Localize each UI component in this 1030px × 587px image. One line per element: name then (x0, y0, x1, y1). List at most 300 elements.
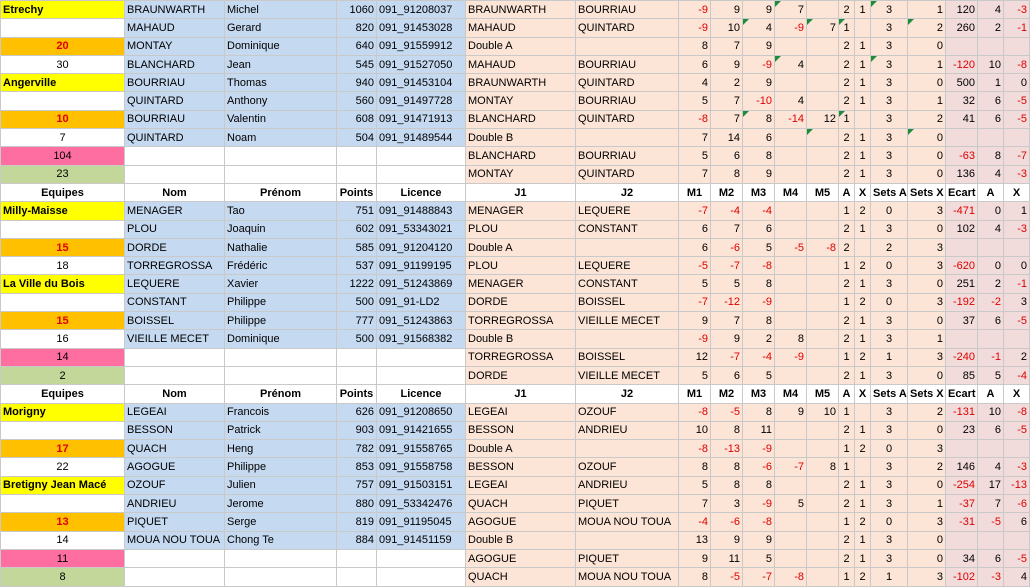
score-a-cell[interactable]: 1 (839, 202, 855, 220)
header-cell[interactable]: Ecart (946, 183, 978, 201)
team-cell[interactable]: Bretigny Jean Macé (1, 476, 125, 494)
j1-cell[interactable]: BESSON (466, 421, 576, 439)
ecart-a-cell[interactable]: 4 (978, 458, 1004, 476)
team-cell[interactable] (1, 92, 125, 110)
player-firstname-cell[interactable]: Jerome (225, 495, 337, 513)
sets-a-cell[interactable]: 3 (871, 147, 908, 165)
set-score-cell[interactable]: 5 (679, 476, 711, 494)
j1-cell[interactable]: Double A (466, 440, 576, 458)
ecart-cell[interactable]: -620 (946, 257, 978, 275)
ecart-x-cell[interactable]: -3 (1004, 165, 1030, 183)
set-score-cell[interactable] (775, 257, 807, 275)
set-score-cell[interactable] (807, 476, 839, 494)
score-x-cell[interactable] (855, 458, 871, 476)
ecart-x-cell[interactable] (1004, 531, 1030, 549)
set-score-cell[interactable]: 9 (711, 55, 743, 73)
sets-a-cell[interactable]: 1 (871, 568, 908, 586)
player-name-cell[interactable] (125, 147, 225, 165)
j2-cell[interactable]: BOURRIAU (576, 1, 679, 19)
ecart-cell[interactable]: -240 (946, 348, 978, 366)
set-score-cell[interactable]: 5 (743, 549, 775, 567)
header-cell[interactable]: Sets X (908, 385, 946, 403)
player-points-cell[interactable]: 903 (337, 421, 377, 439)
set-score-cell[interactable] (807, 165, 839, 183)
j1-cell[interactable]: TORREGROSSA (466, 312, 576, 330)
player-points-cell[interactable]: 500 (337, 330, 377, 348)
sets-a-cell[interactable]: 3 (871, 421, 908, 439)
set-score-cell[interactable]: 8 (679, 37, 711, 55)
sets-x-cell[interactable]: 1 (908, 55, 946, 73)
team-cell[interactable]: 14 (1, 531, 125, 549)
sets-a-cell[interactable]: 3 (871, 330, 908, 348)
set-score-cell[interactable] (807, 312, 839, 330)
set-score-cell[interactable] (775, 476, 807, 494)
player-points-cell[interactable]: 820 (337, 19, 377, 37)
sets-a-cell[interactable]: 3 (871, 55, 908, 73)
ecart-x-cell[interactable]: -5 (1004, 110, 1030, 128)
score-x-cell[interactable]: 1 (855, 165, 871, 183)
score-x-cell[interactable]: 1 (855, 1, 871, 19)
score-a-cell[interactable]: 2 (839, 129, 855, 147)
j1-cell[interactable]: MONTAY (466, 92, 576, 110)
ecart-cell[interactable]: 102 (946, 220, 978, 238)
score-x-cell[interactable]: 2 (855, 513, 871, 531)
sets-x-cell[interactable]: 1 (908, 330, 946, 348)
header-cell[interactable]: M2 (711, 183, 743, 201)
ecart-x-cell[interactable]: 0 (1004, 74, 1030, 92)
set-score-cell[interactable]: 9 (679, 549, 711, 567)
j2-cell[interactable]: LEQUERE (576, 202, 679, 220)
ecart-cell[interactable]: 34 (946, 549, 978, 567)
set-score-cell[interactable]: 4 (679, 74, 711, 92)
set-score-cell[interactable]: -10 (743, 92, 775, 110)
sets-x-cell[interactable]: 0 (908, 531, 946, 549)
team-cell[interactable]: La Ville du Bois (1, 275, 125, 293)
j1-cell[interactable]: Double B (466, 129, 576, 147)
set-score-cell[interactable]: 8 (679, 458, 711, 476)
ecart-cell[interactable]: -102 (946, 568, 978, 586)
score-a-cell[interactable]: 2 (839, 495, 855, 513)
score-a-cell[interactable]: 2 (839, 92, 855, 110)
ecart-x-cell[interactable] (1004, 330, 1030, 348)
sets-x-cell[interactable]: 3 (908, 348, 946, 366)
header-cell[interactable]: X (1004, 183, 1030, 201)
player-name-cell[interactable] (125, 366, 225, 384)
team-cell[interactable]: 23 (1, 165, 125, 183)
player-licence-cell[interactable]: 091_91488843 (377, 202, 466, 220)
score-a-cell[interactable]: 2 (839, 275, 855, 293)
sets-x-cell[interactable]: 0 (908, 312, 946, 330)
ecart-x-cell[interactable] (1004, 129, 1030, 147)
score-x-cell[interactable]: 1 (855, 55, 871, 73)
ecart-x-cell[interactable]: -3 (1004, 1, 1030, 19)
set-score-cell[interactable]: 13 (679, 531, 711, 549)
header-cell[interactable]: M3 (743, 385, 775, 403)
sets-x-cell[interactable]: 2 (908, 403, 946, 421)
player-licence-cell[interactable]: 091_91199195 (377, 257, 466, 275)
header-cell[interactable]: M1 (679, 183, 711, 201)
set-score-cell[interactable] (807, 1, 839, 19)
j1-cell[interactable]: QUACH (466, 495, 576, 513)
j2-cell[interactable] (576, 330, 679, 348)
sets-a-cell[interactable]: 3 (871, 129, 908, 147)
player-name-cell[interactable] (125, 549, 225, 567)
set-score-cell[interactable]: 6 (743, 129, 775, 147)
j1-cell[interactable]: AGOGUE (466, 549, 576, 567)
player-name-cell[interactable]: LEQUERE (125, 275, 225, 293)
sets-x-cell[interactable]: 2 (908, 458, 946, 476)
set-score-cell[interactable]: -5 (679, 257, 711, 275)
team-cell[interactable]: 104 (1, 147, 125, 165)
sets-a-cell[interactable]: 3 (871, 1, 908, 19)
sets-x-cell[interactable]: 0 (908, 129, 946, 147)
team-cell[interactable] (1, 19, 125, 37)
header-cell[interactable]: X (855, 183, 871, 201)
score-x-cell[interactable]: 1 (855, 92, 871, 110)
player-firstname-cell[interactable]: Nathalie (225, 238, 337, 256)
header-cell[interactable]: J2 (576, 385, 679, 403)
set-score-cell[interactable] (807, 366, 839, 384)
ecart-a-cell[interactable]: -5 (978, 513, 1004, 531)
ecart-a-cell[interactable]: 7 (978, 495, 1004, 513)
j1-cell[interactable]: PLOU (466, 257, 576, 275)
player-points-cell[interactable] (337, 366, 377, 384)
ecart-cell[interactable] (946, 238, 978, 256)
sets-x-cell[interactable]: 1 (908, 92, 946, 110)
j1-cell[interactable]: MAHAUD (466, 55, 576, 73)
j1-cell[interactable]: TORREGROSSA (466, 348, 576, 366)
j2-cell[interactable] (576, 440, 679, 458)
score-x-cell[interactable]: 1 (855, 147, 871, 165)
ecart-cell[interactable] (946, 129, 978, 147)
sets-x-cell[interactable]: 3 (908, 257, 946, 275)
player-firstname-cell[interactable]: Chong Te (225, 531, 337, 549)
player-licence-cell[interactable]: 091_91195045 (377, 513, 466, 531)
j1-cell[interactable]: BLANCHARD (466, 110, 576, 128)
set-score-cell[interactable] (807, 440, 839, 458)
player-firstname-cell[interactable]: Frédéric (225, 257, 337, 275)
ecart-cell[interactable] (946, 531, 978, 549)
set-score-cell[interactable] (775, 74, 807, 92)
set-score-cell[interactable] (775, 513, 807, 531)
ecart-cell[interactable]: 146 (946, 458, 978, 476)
set-score-cell[interactable]: -7 (679, 202, 711, 220)
player-firstname-cell[interactable] (225, 147, 337, 165)
j2-cell[interactable]: CONSTANT (576, 220, 679, 238)
player-points-cell[interactable]: 545 (337, 55, 377, 73)
ecart-a-cell[interactable]: 0 (978, 202, 1004, 220)
ecart-cell[interactable]: -192 (946, 293, 978, 311)
set-score-cell[interactable] (807, 92, 839, 110)
player-licence-cell[interactable]: 091_91568382 (377, 330, 466, 348)
score-a-cell[interactable]: 2 (839, 55, 855, 73)
set-score-cell[interactable]: -8 (743, 257, 775, 275)
sets-x-cell[interactable]: 2 (908, 110, 946, 128)
ecart-a-cell[interactable]: 6 (978, 312, 1004, 330)
header-cell[interactable]: Prénom (225, 183, 337, 201)
set-score-cell[interactable]: 9 (743, 531, 775, 549)
player-licence-cell[interactable]: 091_91421655 (377, 421, 466, 439)
set-score-cell[interactable] (775, 293, 807, 311)
player-licence-cell[interactable]: 091_53342476 (377, 495, 466, 513)
player-points-cell[interactable]: 500 (337, 293, 377, 311)
score-x-cell[interactable] (855, 403, 871, 421)
ecart-a-cell[interactable] (978, 238, 1004, 256)
ecart-a-cell[interactable]: 17 (978, 476, 1004, 494)
team-cell[interactable]: 20 (1, 37, 125, 55)
sets-x-cell[interactable]: 1 (908, 495, 946, 513)
set-score-cell[interactable]: 12 (807, 110, 839, 128)
score-a-cell[interactable]: 1 (839, 568, 855, 586)
set-score-cell[interactable]: -4 (743, 348, 775, 366)
player-name-cell[interactable]: BESSON (125, 421, 225, 439)
set-score-cell[interactable]: 4 (775, 55, 807, 73)
team-cell[interactable]: 10 (1, 110, 125, 128)
score-a-cell[interactable]: 2 (839, 74, 855, 92)
set-score-cell[interactable]: -8 (807, 238, 839, 256)
set-score-cell[interactable]: -9 (679, 19, 711, 37)
player-name-cell[interactable]: MOUA NOU TOUA (125, 531, 225, 549)
score-a-cell[interactable]: 2 (839, 1, 855, 19)
ecart-a-cell[interactable]: 1 (978, 74, 1004, 92)
score-a-cell[interactable]: 2 (839, 312, 855, 330)
ecart-x-cell[interactable] (1004, 37, 1030, 55)
sets-x-cell[interactable]: 0 (908, 165, 946, 183)
set-score-cell[interactable] (775, 202, 807, 220)
player-points-cell[interactable] (337, 549, 377, 567)
set-score-cell[interactable] (807, 513, 839, 531)
set-score-cell[interactable]: 10 (807, 403, 839, 421)
player-firstname-cell[interactable]: Philippe (225, 293, 337, 311)
sets-a-cell[interactable]: 3 (871, 74, 908, 92)
sets-a-cell[interactable]: 3 (871, 312, 908, 330)
team-cell[interactable]: 11 (1, 549, 125, 567)
set-score-cell[interactable]: 6 (711, 366, 743, 384)
ecart-x-cell[interactable]: -8 (1004, 403, 1030, 421)
sets-x-cell[interactable]: 0 (908, 147, 946, 165)
j2-cell[interactable]: MOUA NOU TOUA (576, 513, 679, 531)
player-name-cell[interactable]: BLANCHARD (125, 55, 225, 73)
set-score-cell[interactable]: -8 (679, 440, 711, 458)
set-score-cell[interactable]: -4 (711, 202, 743, 220)
j1-cell[interactable]: QUACH (466, 568, 576, 586)
j2-cell[interactable] (576, 37, 679, 55)
score-x-cell[interactable]: 1 (855, 312, 871, 330)
score-x-cell[interactable]: 1 (855, 476, 871, 494)
set-score-cell[interactable]: -9 (743, 55, 775, 73)
set-score-cell[interactable] (807, 293, 839, 311)
player-firstname-cell[interactable]: Julien (225, 476, 337, 494)
player-licence-cell[interactable] (377, 366, 466, 384)
team-cell[interactable]: 18 (1, 257, 125, 275)
set-score-cell[interactable]: 9 (743, 1, 775, 19)
ecart-cell[interactable]: 251 (946, 275, 978, 293)
ecart-a-cell[interactable]: 10 (978, 55, 1004, 73)
set-score-cell[interactable]: -9 (679, 1, 711, 19)
set-score-cell[interactable]: 8 (711, 421, 743, 439)
player-name-cell[interactable] (125, 568, 225, 586)
j2-cell[interactable]: QUINTARD (576, 110, 679, 128)
j1-cell[interactable]: BRAUNWARTH (466, 1, 576, 19)
ecart-cell[interactable] (946, 37, 978, 55)
player-firstname-cell[interactable]: Jean (225, 55, 337, 73)
set-score-cell[interactable]: -9 (743, 440, 775, 458)
player-name-cell[interactable]: BOURRIAU (125, 110, 225, 128)
set-score-cell[interactable]: 8 (711, 165, 743, 183)
player-firstname-cell[interactable] (225, 348, 337, 366)
set-score-cell[interactable]: 8 (743, 147, 775, 165)
team-cell[interactable]: Milly-Maisse (1, 202, 125, 220)
j2-cell[interactable]: QUINTARD (576, 165, 679, 183)
player-licence-cell[interactable]: 091_91451159 (377, 531, 466, 549)
team-cell[interactable]: 7 (1, 129, 125, 147)
set-score-cell[interactable]: 2 (711, 74, 743, 92)
player-points-cell[interactable]: 626 (337, 403, 377, 421)
sets-a-cell[interactable]: 3 (871, 403, 908, 421)
player-firstname-cell[interactable]: Michel (225, 1, 337, 19)
header-cell[interactable]: M4 (775, 385, 807, 403)
j1-cell[interactable]: MENAGER (466, 202, 576, 220)
sets-a-cell[interactable]: 3 (871, 37, 908, 55)
player-licence-cell[interactable]: 091_91471913 (377, 110, 466, 128)
set-score-cell[interactable]: 5 (679, 366, 711, 384)
score-a-cell[interactable]: 2 (839, 37, 855, 55)
sets-a-cell[interactable]: 3 (871, 275, 908, 293)
set-score-cell[interactable] (807, 147, 839, 165)
j1-cell[interactable]: MENAGER (466, 275, 576, 293)
j2-cell[interactable]: QUINTARD (576, 74, 679, 92)
header-cell[interactable]: Equipes (1, 385, 125, 403)
set-score-cell[interactable]: -8 (679, 403, 711, 421)
player-name-cell[interactable] (125, 348, 225, 366)
score-x-cell[interactable]: 2 (855, 293, 871, 311)
score-x-cell[interactable]: 1 (855, 330, 871, 348)
set-score-cell[interactable]: 7 (679, 495, 711, 513)
j2-cell[interactable]: ANDRIEU (576, 476, 679, 494)
team-cell[interactable]: 17 (1, 440, 125, 458)
player-name-cell[interactable]: LEGEAI (125, 403, 225, 421)
player-points-cell[interactable]: 560 (337, 92, 377, 110)
player-firstname-cell[interactable]: Joaquin (225, 220, 337, 238)
player-name-cell[interactable]: DORDE (125, 238, 225, 256)
ecart-a-cell[interactable]: 0 (978, 257, 1004, 275)
score-a-cell[interactable]: 2 (839, 476, 855, 494)
player-points-cell[interactable] (337, 568, 377, 586)
score-x-cell[interactable]: 2 (855, 202, 871, 220)
j2-cell[interactable]: BOURRIAU (576, 92, 679, 110)
sets-x-cell[interactable]: 1 (908, 1, 946, 19)
player-points-cell[interactable]: 940 (337, 74, 377, 92)
ecart-cell[interactable] (946, 330, 978, 348)
sets-x-cell[interactable]: 3 (908, 513, 946, 531)
set-score-cell[interactable]: -7 (775, 458, 807, 476)
team-cell[interactable] (1, 495, 125, 513)
ecart-x-cell[interactable]: -4 (1004, 366, 1030, 384)
header-cell[interactable]: M5 (807, 385, 839, 403)
ecart-a-cell[interactable]: 6 (978, 549, 1004, 567)
sets-a-cell[interactable]: 0 (871, 202, 908, 220)
player-licence-cell[interactable] (377, 549, 466, 567)
player-points-cell[interactable]: 585 (337, 238, 377, 256)
player-name-cell[interactable]: QUACH (125, 440, 225, 458)
score-a-cell[interactable]: 1 (839, 110, 855, 128)
header-cell[interactable]: Sets A (871, 385, 908, 403)
set-score-cell[interactable]: 7 (711, 92, 743, 110)
set-score-cell[interactable]: 9 (679, 312, 711, 330)
set-score-cell[interactable]: 6 (679, 238, 711, 256)
j1-cell[interactable]: PLOU (466, 220, 576, 238)
player-licence-cell[interactable] (377, 165, 466, 183)
ecart-cell[interactable]: -131 (946, 403, 978, 421)
ecart-a-cell[interactable]: 6 (978, 421, 1004, 439)
score-a-cell[interactable]: 2 (839, 330, 855, 348)
j2-cell[interactable]: CONSTANT (576, 275, 679, 293)
j2-cell[interactable]: VIEILLE MECET (576, 366, 679, 384)
player-licence-cell[interactable]: 091_91453104 (377, 74, 466, 92)
ecart-cell[interactable]: 260 (946, 19, 978, 37)
set-score-cell[interactable] (775, 165, 807, 183)
ecart-a-cell[interactable]: 5 (978, 366, 1004, 384)
player-firstname-cell[interactable]: Heng (225, 440, 337, 458)
j2-cell[interactable]: MOUA NOU TOUA (576, 568, 679, 586)
j1-cell[interactable]: MONTAY (466, 165, 576, 183)
team-cell[interactable]: 30 (1, 55, 125, 73)
header-cell[interactable]: A (839, 183, 855, 201)
header-cell[interactable]: J2 (576, 183, 679, 201)
score-a-cell[interactable]: 2 (839, 238, 855, 256)
sets-x-cell[interactable]: 0 (908, 366, 946, 384)
player-points-cell[interactable]: 757 (337, 476, 377, 494)
j1-cell[interactable]: BLANCHARD (466, 147, 576, 165)
set-score-cell[interactable]: 10 (679, 421, 711, 439)
ecart-x-cell[interactable]: -5 (1004, 549, 1030, 567)
sets-x-cell[interactable]: 0 (908, 37, 946, 55)
header-cell[interactable]: Points (337, 385, 377, 403)
j2-cell[interactable]: OZOUF (576, 458, 679, 476)
j2-cell[interactable] (576, 531, 679, 549)
set-score-cell[interactable] (807, 421, 839, 439)
sets-a-cell[interactable]: 0 (871, 257, 908, 275)
set-score-cell[interactable] (775, 129, 807, 147)
set-score-cell[interactable]: 8 (743, 403, 775, 421)
j2-cell[interactable] (576, 238, 679, 256)
ecart-x-cell[interactable]: -5 (1004, 421, 1030, 439)
score-a-cell[interactable]: 1 (839, 513, 855, 531)
score-a-cell[interactable]: 2 (839, 549, 855, 567)
ecart-cell[interactable]: 120 (946, 1, 978, 19)
player-name-cell[interactable] (125, 165, 225, 183)
ecart-cell[interactable]: -63 (946, 147, 978, 165)
sets-x-cell[interactable]: 3 (908, 202, 946, 220)
player-points-cell[interactable]: 819 (337, 513, 377, 531)
player-firstname-cell[interactable] (225, 568, 337, 586)
j2-cell[interactable]: OZOUF (576, 403, 679, 421)
score-a-cell[interactable]: 2 (839, 366, 855, 384)
header-cell[interactable]: Ecart (946, 385, 978, 403)
team-cell[interactable]: Morigny (1, 403, 125, 421)
set-score-cell[interactable]: 6 (679, 55, 711, 73)
sets-x-cell[interactable]: 2 (908, 19, 946, 37)
ecart-x-cell[interactable]: 3 (1004, 293, 1030, 311)
set-score-cell[interactable]: 7 (711, 110, 743, 128)
player-licence-cell[interactable]: 091_91497728 (377, 92, 466, 110)
set-score-cell[interactable] (807, 549, 839, 567)
score-x-cell[interactable]: 2 (855, 440, 871, 458)
ecart-a-cell[interactable]: 4 (978, 165, 1004, 183)
sets-a-cell[interactable]: 3 (871, 531, 908, 549)
j2-cell[interactable]: PIQUET (576, 495, 679, 513)
player-name-cell[interactable]: PLOU (125, 220, 225, 238)
